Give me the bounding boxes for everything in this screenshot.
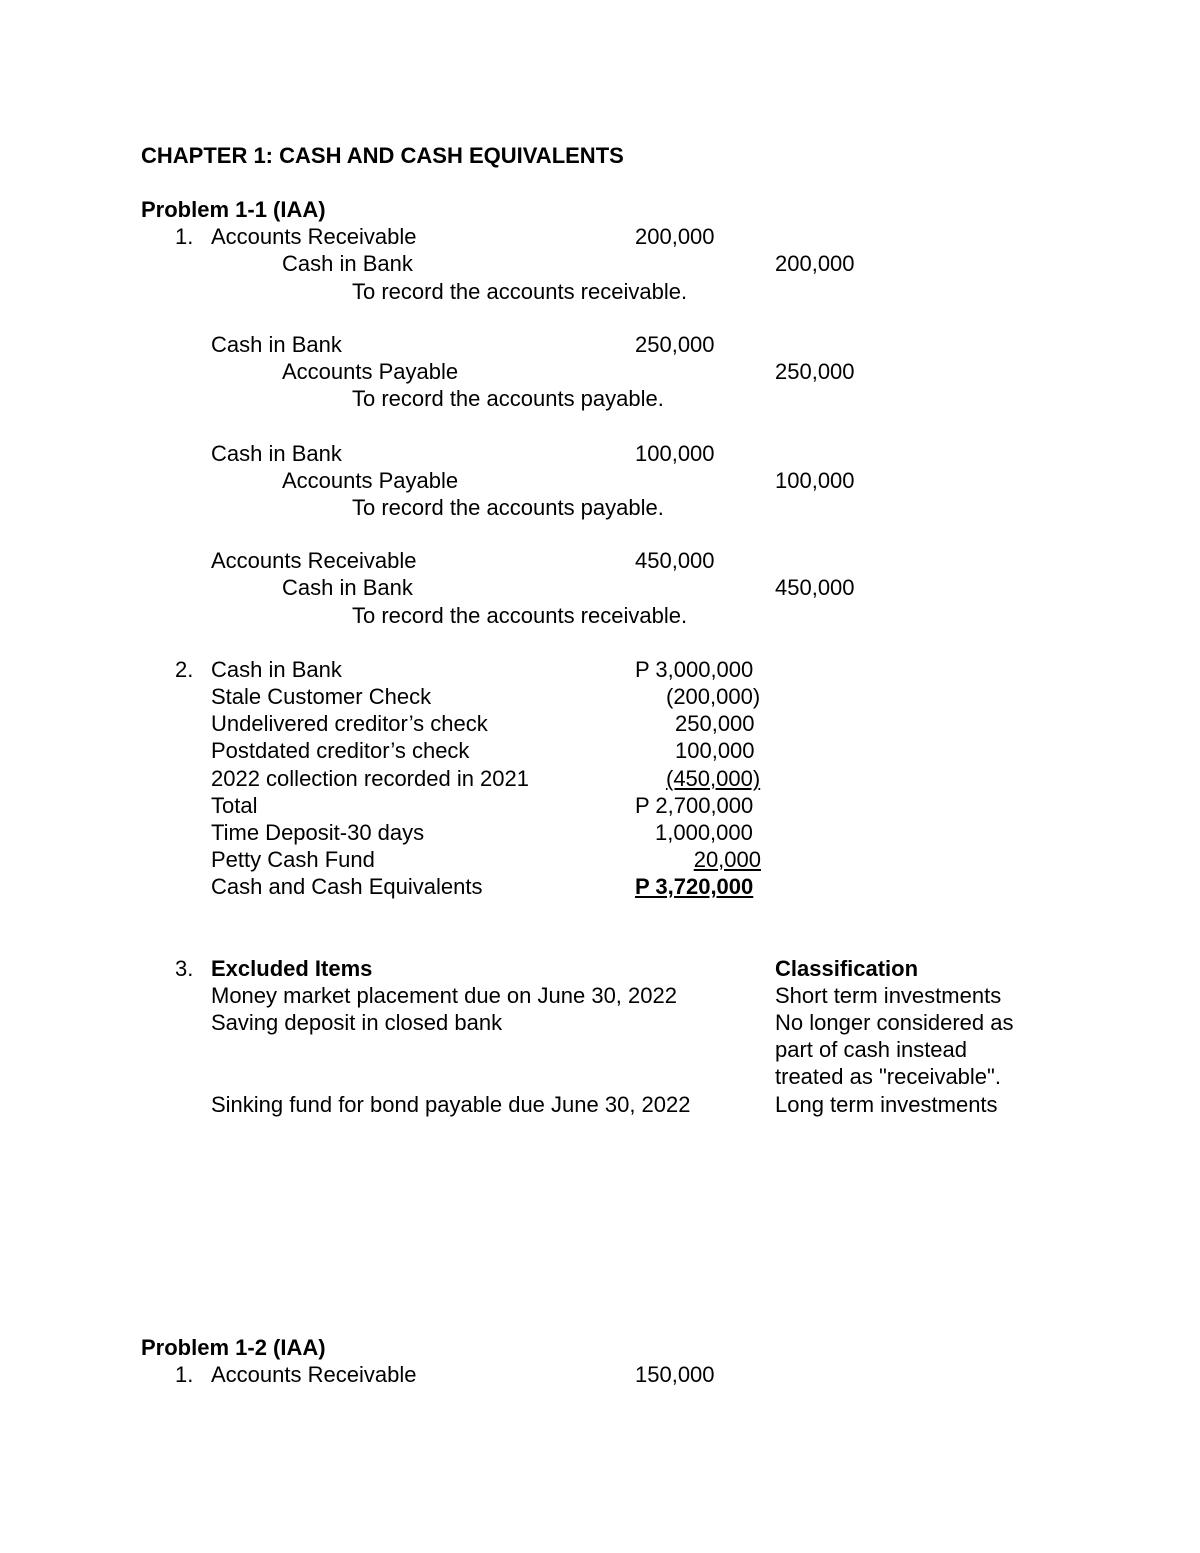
computation-amount: P 2,700,000 <box>635 793 754 818</box>
classification-text: No longer considered as <box>775 1010 1014 1035</box>
classification-text: part of cash instead <box>775 1037 968 1062</box>
credit-account: Accounts Payable <box>282 359 459 384</box>
computation-amount: 100,000 <box>675 738 755 763</box>
computation-amount: (450,000) <box>666 766 761 791</box>
computation-amount: 250,000 <box>675 711 755 736</box>
credit-amount: 100,000 <box>775 468 855 493</box>
credit-account: Accounts Payable <box>282 468 459 493</box>
computation-amount: 20,000 <box>693 847 761 872</box>
credit-amount: 450,000 <box>775 575 855 600</box>
entry-explanation: To record the accounts receivable. <box>352 603 688 628</box>
debit-account: Cash in Bank <box>211 441 342 466</box>
computation-label: Stale Customer Check <box>211 684 432 709</box>
debit-account: Accounts Receivable <box>211 548 417 573</box>
chapter-title: CHAPTER 1: CASH AND CASH EQUIVALENTS <box>141 143 624 168</box>
debit-account: Accounts Receivable <box>211 1362 417 1387</box>
credit-amount: 200,000 <box>775 251 855 276</box>
debit-account: Cash in Bank <box>211 332 342 357</box>
classification-text: treated as "receivable". <box>775 1064 1001 1089</box>
entry-explanation: To record the accounts payable. <box>352 495 664 520</box>
computation-label: Postdated creditor’s check <box>211 738 470 763</box>
computation-label: Cash in Bank <box>211 657 342 682</box>
credit-account: Cash in Bank <box>282 251 413 276</box>
list-number: 1. <box>175 1362 194 1387</box>
computation-amount: P 3,000,000 <box>635 657 754 682</box>
computation-label: Total <box>211 793 258 818</box>
debit-amount: 150,000 <box>635 1362 715 1387</box>
list-number: 3. <box>175 956 194 981</box>
column-header-excluded-items: Excluded Items <box>211 956 373 981</box>
computation-amount: 1,000,000 <box>655 820 753 845</box>
column-header-classification: Classification <box>775 956 919 981</box>
computation-label: Time Deposit-30 days <box>211 820 425 845</box>
computation-label: Undelivered creditor’s check <box>211 711 488 736</box>
excluded-item: Sinking fund for bond payable due June 30, 2022 <box>211 1092 691 1117</box>
computation-total-amount: P 3,720,000 <box>635 874 754 899</box>
entry-explanation: To record the accounts payable. <box>352 386 664 411</box>
computation-label: Cash and Cash Equivalents <box>211 874 483 899</box>
entry-explanation: To record the accounts receivable. <box>352 279 688 304</box>
classification-text: Short term investments <box>775 983 1002 1008</box>
debit-account: Accounts Receivable <box>211 224 417 249</box>
credit-account: Cash in Bank <box>282 575 413 600</box>
excluded-item: Money market placement due on June 30, 2022 <box>211 983 677 1008</box>
computation-label: Petty Cash Fund <box>211 847 375 872</box>
computation-label: 2022 collection recorded in 2021 <box>211 766 530 791</box>
debit-amount: 250,000 <box>635 332 715 357</box>
problem-heading: Problem 1-2 (IAA) <box>141 1335 326 1360</box>
classification-text: Long term investments <box>775 1092 998 1117</box>
credit-amount: 250,000 <box>775 359 855 384</box>
debit-amount: 200,000 <box>635 224 715 249</box>
problem-heading: Problem 1-1 (IAA) <box>141 197 326 222</box>
debit-amount: 100,000 <box>635 441 715 466</box>
debit-amount: 450,000 <box>635 548 715 573</box>
excluded-item: Saving deposit in closed bank <box>211 1010 503 1035</box>
list-number: 1. <box>175 224 194 249</box>
computation-amount: (200,000) <box>666 684 761 709</box>
list-number: 2. <box>175 657 194 682</box>
